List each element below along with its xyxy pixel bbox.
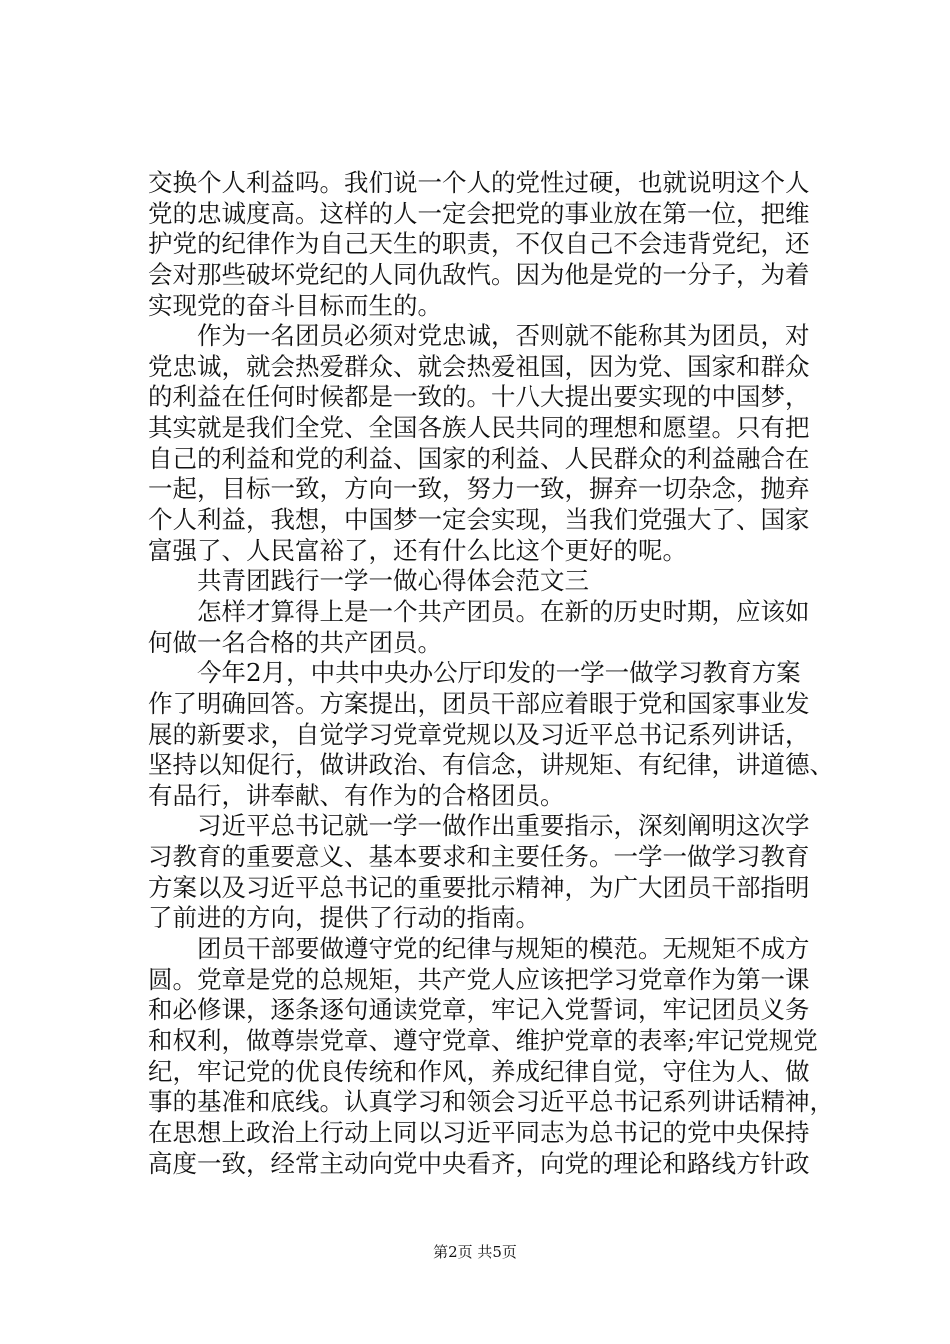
text-line: 习近平总书记就一学一做作出重要指示，深刻阐明这次学 <box>148 811 810 841</box>
document-body <box>148 168 834 1179</box>
text-line: 一起，目标一致，方向一致，努力一致，摒弃一切杂念，抛弃 <box>148 474 810 504</box>
text-line: 事的基准和底线。认真学习和领会习近平总书记系列讲话精神， <box>148 1087 834 1117</box>
text-line: 纪，牢记党的优良传统和作风，养成纪律自觉，守住为人、做 <box>148 1056 810 1086</box>
text-line: 自己的利益和党的利益、国家的利益、人民群众的利益融合在 <box>148 443 810 473</box>
text-line: 交换个人利益吗。我们说一个人的党性过硬，也就说明这个人 <box>148 168 810 197</box>
text-line: 其实就是我们全党、全国各族人民共同的理想和愿望。只有把 <box>148 413 810 443</box>
text-line: 方案以及习近平总书记的重要批示精神，为广大团员干部指明 <box>148 872 810 902</box>
text-line: 作为一名团员必须对党忠诚，否则就不能称其为团员，对 <box>148 321 810 351</box>
page-number: 第2页 共5页 <box>433 1243 517 1261</box>
text-line: 护党的纪律作为自己天生的职责，不仅自己不会违背党纪，还 <box>148 229 810 259</box>
text-line: 何做一名合格的共产团员。 <box>148 627 442 657</box>
text-line: 和必修课，逐条逐句通读党章，牢记入党誓词，牢记团员义务 <box>148 995 810 1025</box>
text-line: 坚持以知促行，做讲政治、有信念，讲规矩、有纪律，讲道德、 <box>148 750 834 780</box>
text-line: 习教育的重要意义、基本要求和主要任务。一学一做学习教育 <box>148 842 810 872</box>
text-line: 的利益在任何时候都是一致的。十八大提出要实现的中国梦， <box>148 382 810 412</box>
text-line: 今年2月，中共中央办公厅印发的一学一做学习教育方案 <box>148 658 801 688</box>
section-heading: 共青团践行一学一做心得体会范文三 <box>148 566 589 596</box>
text-line: 个人利益，我想，中国梦一定会实现，当我们党强大了、国家 <box>148 505 810 535</box>
text-line: 作了明确回答。方案提出，团员干部应着眼于党和国家事业发 <box>148 688 810 718</box>
text-line: 富强了、人民富裕了，还有什么比这个更好的呢。 <box>148 535 687 565</box>
text-line: 圆。党章是党的总规矩，共产党人应该把学习党章作为第一课 <box>148 964 810 994</box>
text-line: 党的忠诚度高。这样的人一定会把党的事业放在第一位，把维 <box>148 198 810 228</box>
text-line: 怎样才算得上是一个共产团员。在新的历史时期，应该如 <box>148 596 810 626</box>
text-line: 会对那些破坏党纪的人同仇敌忾。因为他是党的一分子，为着 <box>148 259 810 289</box>
text-line: 和权利，做尊崇党章、遵守党章、维护党章的表率;牢记党规党 <box>148 1025 818 1055</box>
text-line: 党忠诚，就会热爱群众、就会热爱祖国，因为党、国家和群众 <box>148 351 810 381</box>
text-line: 展的新要求，自觉学习党章党规以及习近平总书记系列讲话， <box>148 719 810 749</box>
text-line: 实现党的奋斗目标而生的。 <box>148 290 442 320</box>
text-line: 在思想上政治上行动上同以习近平同志为总书记的党中央保持 <box>148 1117 810 1147</box>
text-line: 高度一致，经常主动向党中央看齐，向党的理论和路线方针政 <box>148 1148 810 1178</box>
text-line: 有品行，讲奉献、有作为的合格团员。 <box>148 780 565 810</box>
text-line: 了前进的方向，提供了行动的指南。 <box>148 903 540 933</box>
text-line: 团员干部要做遵守党的纪律与规矩的模范。无规矩不成方 <box>148 934 810 964</box>
